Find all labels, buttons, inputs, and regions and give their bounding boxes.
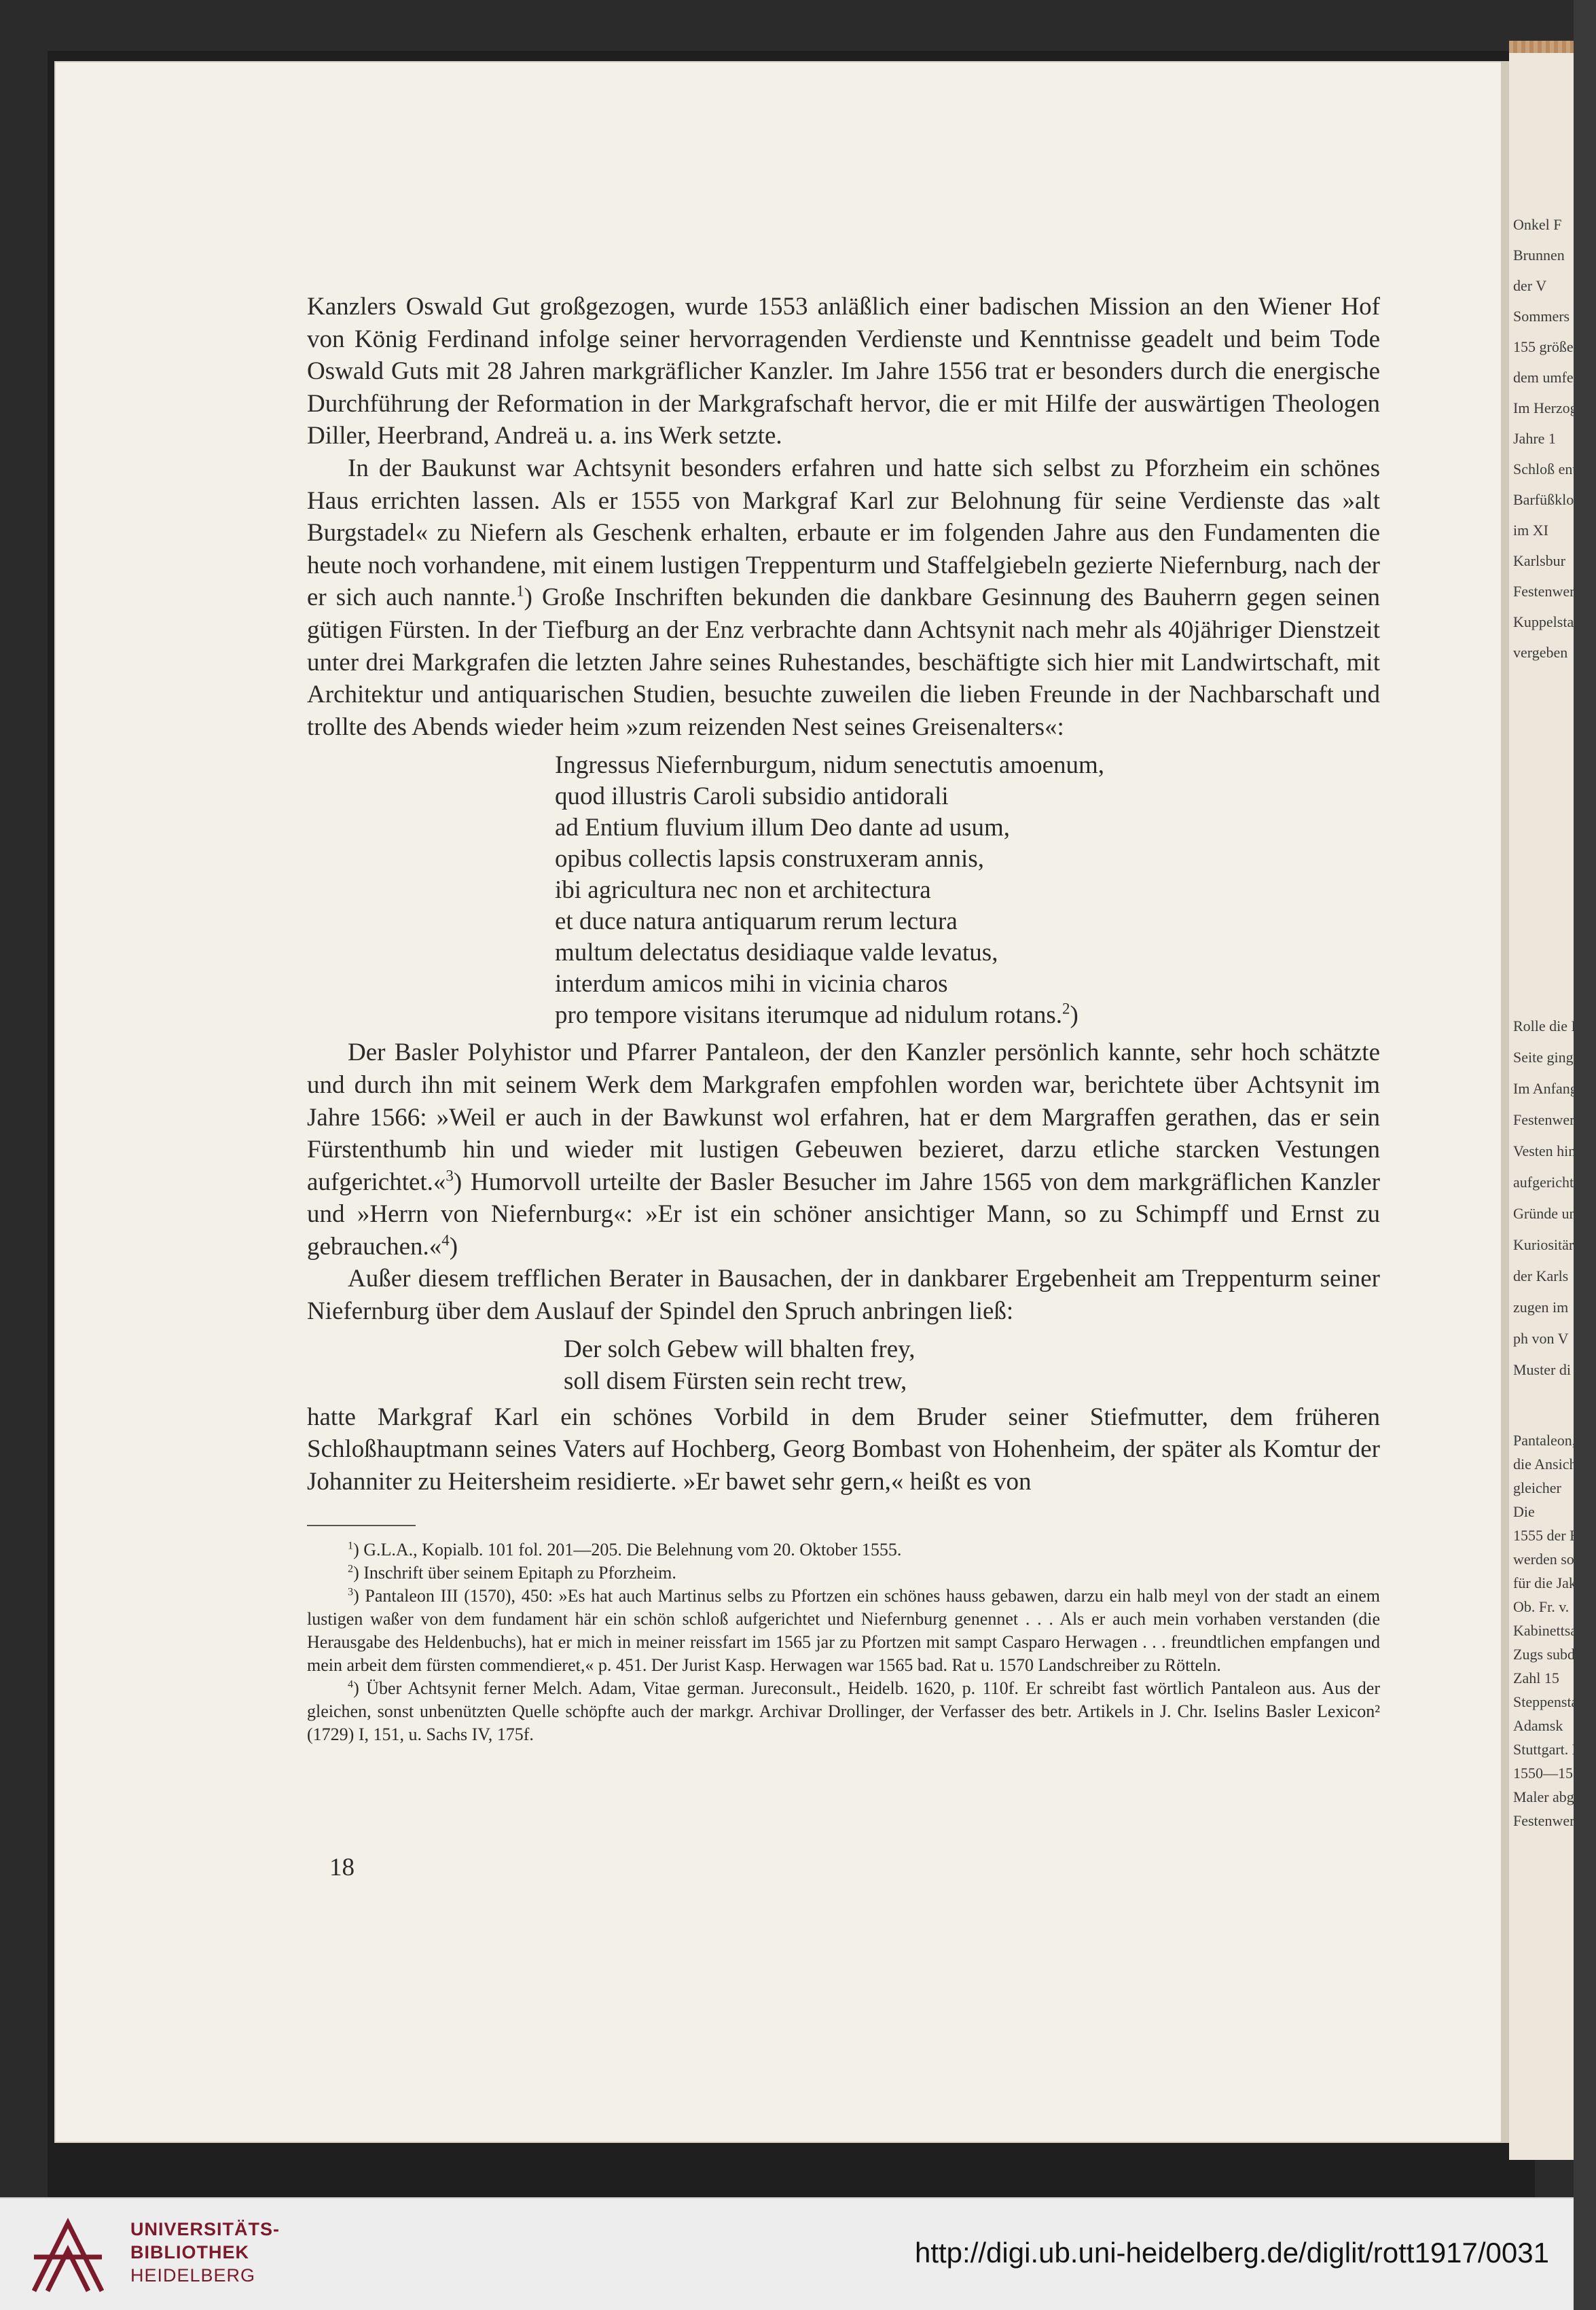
paragraph-1: Kanzlers Oswald Gut großgezogen, wurde 1553 anläßlich einer badischen Mission an den Wiener Hof von König Ferdinand infolge seiner hervorragenden Verdienste und Kenntnisse geadelt und beim Tode Oswald Guts mit 28 Jahren markgräflicher Kanzler. Im Jahre 1556 trat er besonders durch die energische Durchführung der Reformation in der Markgrafschaft hervor, die er mit Hilfe der auswärtigen Theologen Diller, Heerbrand, Andreä u. a. ins Werk setzte. xyxy=(307,293,1380,450)
verse-line: Der solch Gebew will bhalten frey, xyxy=(564,1335,915,1363)
adjacent-page-text: Festenwerk xyxy=(1513,1111,1582,1128)
adjacent-page-text: im XI xyxy=(1513,522,1548,539)
adjacent-page-text: Die xyxy=(1513,1503,1535,1520)
verse-line: multum delectatus desidiaque valde levatus, xyxy=(555,939,998,967)
verse-line: et duce natura antiquarum rerum lectura xyxy=(555,907,958,936)
footnote-number: 3 xyxy=(348,1586,354,1598)
adjacent-page-text: Kuriositär xyxy=(1513,1236,1574,1253)
page-number: 18 xyxy=(329,1854,355,1881)
adjacent-page-text: vergeben xyxy=(1513,644,1568,661)
footnote: $^1$) G.L.A., Kopialb. 101 fol. 201—205. Die Belehnung vom 20. Oktober 1555. xyxy=(348,1540,902,1560)
adjacent-page-text: Festenwerck xyxy=(1513,1812,1589,1829)
library-name-line-1: UNIVERSITÄTS- xyxy=(130,2219,280,2239)
adjacent-page-text: Maler abgev xyxy=(1513,1788,1589,1805)
adjacent-page-text: Jahre 1 xyxy=(1513,430,1556,447)
adjacent-page-text: Vesten hin xyxy=(1513,1142,1576,1159)
adjacent-page-text: Zugs subdi xyxy=(1513,1646,1580,1663)
verse-line: ibi agricultura nec non et architectura xyxy=(555,876,931,905)
footnote-number: 2 xyxy=(348,1563,354,1575)
verse-line-text: pro tempore visitans iterumque ad nidulum rotans. xyxy=(555,1001,1063,1030)
adjacent-page-text: Gründe und xyxy=(1513,1205,1584,1222)
footnote-ref-3: 3 xyxy=(446,1167,454,1185)
adjacent-page-text: aufgerichte xyxy=(1513,1174,1580,1191)
footnote: $^4$) Über Achtsynit ferner Melch. Adam, Vitae german. Jureconsult., Heidelb. 1620, p. 110f. Er schreibt fast wörtlich Pantaleon aus. Aus der gleichen, sonst unbenützten Quelle schöpfte auch der markgr. Archivar Drollinger, der Verfasser des betr. Artikels in J. Chr. Iselins Basler Lexicon² (1729) I, 151, u. Sachs IV, 175f. xyxy=(307,1678,1380,1745)
page-edge-strip xyxy=(1509,41,1574,53)
paragraph-5: hatte Markgraf Karl ein schönes Vorbild in dem Bruder seiner Stiefmutter, dem früheren Schloßhauptmann seines Vaters auf Hochberg, Georg Bombast von Hohenheim, der später als Komtur der Johanniter zu Heitersheim residierte. »Er bawet sehr gern,« heißt es von xyxy=(307,1403,1380,1496)
footnote-rule xyxy=(307,1525,416,1526)
adjacent-page-text: die Ansich xyxy=(1513,1456,1577,1473)
adjacent-page-text: Steppenstafel xyxy=(1513,1693,1594,1710)
paragraph-2: In der Baukunst war Achtsynit besonders erfahren und hatte sich selbst zu Pforzheim ein schönes Haus errichten lassen. Als er 1555 von Markgraf Karl zur Belohnung für seine Verdienste das »alt Burgstadel« zu Niefern als Geschenk erhalten, erbaute er im folgenden Jahre aus den Fundamenten die heute noch vorhandene, mit einem lustigen Treppenturm und Staffelgiebeln gezierte Niefernburg, nach der er sich auch nannte.$^1$) Große Inschriften bekunden die dankbare Gesinnung des Bauherrn gegen seinen gütigen Fürsten. In der Tiefburg an der Enz verbrachte dann Achtsynit nach mehr als 40jähriger Dienstzeit unter drei Markgrafen die letzten Jahre seines Ruhestandes, beschäftigte sich hier mit Landwirtschaft, mit Architektur und antiquarischen Studien, besuchte zuweilen die lieben Freunde in der Nachbarschaft und trollte des Abends wieder heim »zum reizenden Nest seines Greisenalters«: xyxy=(307,454,1380,741)
adjacent-page-text: Adamsk xyxy=(1513,1717,1563,1734)
adjacent-page-text: Karlsbur xyxy=(1513,552,1565,569)
library-name-line-3: HEIDELBERG xyxy=(130,2265,256,2286)
document-url-link[interactable]: http://digi.ub.uni-heidelberg.de/diglit/rott1917/0031 xyxy=(914,2237,1549,2269)
adjacent-page-text: Zahl 15 xyxy=(1513,1670,1559,1686)
adjacent-page-text: für die Jak xyxy=(1513,1574,1576,1591)
adjacent-page-text: Im Herzog xyxy=(1513,399,1578,416)
adjacent-page-text: Schloß ent xyxy=(1513,461,1577,477)
footnote-text: Pantaleon III (1570), 450: »Es hat auch Martinus selbs zu Pfortzen ein schönes hauss gebawen, darzu ein halb meyl von der stadt an einem lustigen waßer von dem fundament här ein schön schloß aufgerichtet und Niefernburg genennet . . . Als er auch mein vorhaben verstanden (die Herausgabe des Heldenbuchs), hat er mich in meiner reissfart im 1565 jar zu Pfortzen mit sampt Casparo Herwagen . . . freundtlichen empfangen und mein arbeit dem fürsten commendieret,« p. 451. Der Jurist Kasp. Herwagen war 1565 bad. Rat u. 1570 Landschreiber zu Rötteln. xyxy=(307,1586,1380,1676)
adjacent-page-text: ph von V xyxy=(1513,1330,1569,1347)
adjacent-page-text: Onkel F xyxy=(1513,216,1562,233)
adjacent-page-text: Rolle die R xyxy=(1513,1017,1582,1034)
adjacent-page-text: Seite ging. xyxy=(1513,1049,1578,1066)
footnote: $^3$) Pantaleon III (1570), 450: »Es hat auch Martinus selbs zu Pfortzen ein schönes hauss gebawen, darzu ein halb meyl von der stadt an einem lustigen waßer von dem fundament här ein schön schloß aufgerichtet und Niefernburg genennet . . . Als er auch mein vorhaben verstanden (die Herausgabe des Heldenbuchs), hat er mich in meiner reissfart im 1565 jar zu Pfortzen mit sampt Casparo Herwagen . . . freundtlichen empfangen und mein arbeit dem fürsten commendieret,« p. 451. Der Jurist Kasp. Herwagen war 1565 bad. Rat u. 1570 Landschreiber zu Rötteln. xyxy=(307,1586,1380,1676)
adjacent-page-text: zugen im xyxy=(1513,1299,1569,1316)
adjacent-page-text: Stuttgart. H. xyxy=(1513,1741,1587,1758)
library-footer xyxy=(0,2197,1574,2310)
adjacent-page-text: Kuppelstafel xyxy=(1513,613,1590,630)
adjacent-page-text: der Karls xyxy=(1513,1267,1569,1284)
paragraph-2-part-b: Große Inschriften bekunden die dankbare Gesinnung des Bauherrn gegen seinen gütigen Fürsten. In der Tiefburg an der Enz verbrachte dann Achtsynit nach mehr als 40jähriger Dienstzeit unter drei Markgrafen die letzten Jahre seines Ruhestandes, beschäftigte sich hier mit Landwirtschaft, mit Architektur und antiquarischen Studien, besuchte zuweilen die lieben Freunde in der Nachbarschaft und trollte des Abends wieder heim »zum reizenden Nest seines Greisenalters«: xyxy=(307,583,1380,741)
paragraph-3: Der Basler Polyhistor und Pfarrer Pantaleon, der den Kanzler persönlich kannte, sehr hoch schätzte und durch ihn mit seinem Werk dem Markgrafen empfohlen worden war, berichtete über Achtsynit im Jahre 1566: »Weil er auch in der Bawkunst wol erfahren, hat er dem Margraffen gerathen, das er sein Fürstenthumb hin und wieder mit lustigen Gebeuwen bezieret, darzu etliche starcken Vestungen aufgerichtet.«$^3$) Humorvoll urteilte der Basler Besucher im Jahre 1565 von dem markgräflichen Kanzler und »Herrn von Niefernburg«: »Er ist ein schöner ansichtiger Mann, so zu Schimpff und Ernst zu gebrauchen.«$^4$) xyxy=(307,1039,1380,1261)
footnotes xyxy=(307,1538,1380,1746)
footnote-number: 1 xyxy=(348,1540,354,1552)
footnote-number: 4 xyxy=(348,1678,354,1691)
adjacent-page-text: Festenwerk xyxy=(1513,583,1582,600)
german-verse xyxy=(564,1333,1380,1397)
footnote-ref-4: 4 xyxy=(441,1231,450,1249)
verse-line: quod illustris Caroli subsidio antidorali xyxy=(555,782,949,811)
adjacent-page-text: der V xyxy=(1513,277,1547,294)
footnote-ref-2: 2 xyxy=(1062,1000,1070,1017)
latin-verse xyxy=(555,750,1380,1031)
adjacent-page-text: Ob. Fr. v. S xyxy=(1513,1598,1582,1615)
adjacent-page-text: werden soll xyxy=(1513,1551,1583,1568)
adjacent-page-text: 155 größer xyxy=(1513,338,1578,355)
adjacent-page-text: Muster di xyxy=(1513,1361,1571,1378)
footnote-text: Über Achtsynit ferner Melch. Adam, Vitae german. Jureconsult., Heidelb. 1620, p. 110f. Er schreibt fast wörtlich Pantaleon aus. Aus der gleichen, sonst unbenützten Quelle schöpfte auch der markgr. Archivar Drollinger, der Verfasser des betr. Artikels in J. Chr. Iselins Basler Lexicon² (1729) I, 151, u. Sachs IV, 175f. xyxy=(307,1678,1380,1745)
adjacent-page-text: Brunnen xyxy=(1513,247,1565,264)
paragraph-4: Außer diesem trefflichen Berater in Bausachen, der in dankbarer Ergebenheit am Treppenturm seiner Niefernburg über dem Auslauf der Spindel den Spruch anbringen ließ: xyxy=(307,1265,1380,1326)
verse-line: soll disem Fürsten sein recht trew, xyxy=(564,1367,907,1395)
adjacent-page-text: Im Anfang xyxy=(1513,1080,1578,1097)
footnote-text: G.L.A., Kopialb. 101 fol. 201—205. Die Belehnung vom 20. Oktober 1555. xyxy=(359,1540,902,1560)
library-logo-icon xyxy=(27,2216,109,2298)
adjacent-page-text: 1555 der Be xyxy=(1513,1527,1586,1544)
adjacent-page-text: dem umfern xyxy=(1513,369,1586,386)
adjacent-page-text: gleicher xyxy=(1513,1479,1561,1496)
footnote-text: Inschrift über seinem Epitaph zu Pforzheim. xyxy=(359,1563,676,1583)
adjacent-page-text: Pantaleon, I xyxy=(1513,1432,1585,1449)
paragraph-2-part-a: In der Baukunst war Achtsynit besonders erfahren und hatte sich selbst zu Pforzheim ein schönes Haus errichten lassen. Als er 1555 von Markgraf Karl zur Belohnung für seine Verdienste das »alt Burgstadel« zu Niefern als Geschenk erhalten, erbaute er im folgenden Jahre aus den Fundamenten die heute noch vorhandene, mit einem lustigen Treppenturm und Staffelgiebeln gezierte Niefernburg, nach der er sich auch nannte. xyxy=(307,454,1380,612)
verse-line: opibus collectis lapsis construxeram annis, xyxy=(555,845,984,873)
adjacent-page-text: Sommers c xyxy=(1513,308,1580,325)
verse-line: Ingressus Niefernburgum, nidum senectutis amoenum, xyxy=(555,751,1105,780)
paragraph-3-part-b: Humorvoll urteilte der Basler Besucher im Jahre 1565 von dem markgräflichen Kanzler und »Herrn von Niefernburg«: »Er ist ein schöner ansichtiger Mann, so zu Schimpff und Ernst zu gebrauchen.« xyxy=(307,1168,1380,1261)
adjacent-page-text: Barfüßklostes xyxy=(1513,491,1596,508)
adjacent-page-text: 1550—1561 xyxy=(1513,1765,1588,1782)
adjacent-page-text: Kabinettsak xyxy=(1513,1622,1585,1639)
footnote: $^2$) Inschrift über seinem Epitaph zu Pforzheim. xyxy=(348,1563,676,1583)
verse-line: ad Entium fluvium illum Deo dante ad usum, xyxy=(555,814,1011,842)
verse-line-last: pro tempore visitans iterumque ad nidulum rotans.$^2$) xyxy=(555,1000,1078,1030)
library-name-line-2: BIBLIOTHEK xyxy=(130,2242,249,2262)
footnote-ref-1: 1 xyxy=(516,583,524,600)
verse-line: interdum amicos mihi in vicinia charos xyxy=(555,970,948,998)
adjacent-page-edge xyxy=(1509,41,1596,2160)
paragraph-3-part-a: Der Basler Polyhistor und Pfarrer Pantaleon, der den Kanzler persönlich kannte, sehr hoch schätzte und durch ihn mit seinem Werk dem Markgrafen empfohlen worden war, berichtete über Achtsynit im Jahre 1566: »Weil er auch in der Bawkunst wol erfahren, hat er dem Margraffen gerathen, das er sein Fürstenthumb hin und wieder mit lustigen Gebeuwen bezieret, darzu etliche starcken Vestungen aufgerichtet.« xyxy=(307,1039,1380,1196)
main-text-block xyxy=(307,291,1380,1746)
